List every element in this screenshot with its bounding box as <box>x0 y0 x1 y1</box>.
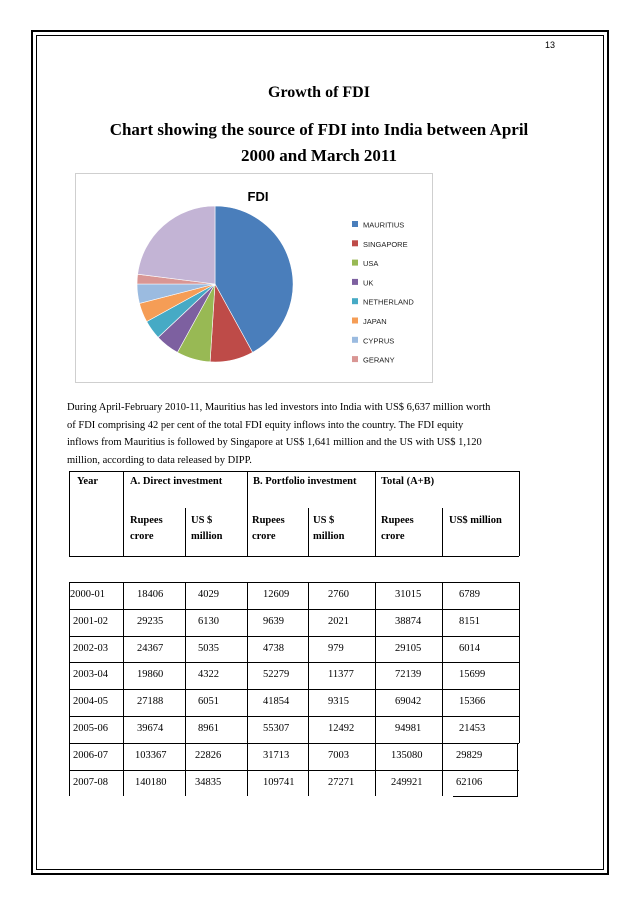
table-rule <box>308 508 309 556</box>
chart-caption-line: 2000 and March 2011 <box>240 146 397 165</box>
table-value-cell: 39674 <box>137 723 164 734</box>
fdi-chart <box>75 173 433 383</box>
paragraph-line: During April-February 2010-11, Mauritius has led investors into India with US$ 6,637 million worth <box>67 402 491 413</box>
table-subheader-cell <box>313 513 345 545</box>
table-value-cell: 69042 <box>395 696 422 707</box>
table-value-cell: 12492 <box>328 723 355 734</box>
table-year-cell: 2001-02 <box>73 616 108 627</box>
legend-swatch <box>352 279 358 285</box>
table-value-cell: 249921 <box>391 777 423 788</box>
subheader-line: crore <box>130 531 154 542</box>
table-subheader-cell <box>130 513 163 545</box>
table-value-cell: 7003 <box>328 750 349 761</box>
subheader-line: crore <box>381 531 405 542</box>
legend-swatch <box>352 337 358 343</box>
table-value-cell: 4029 <box>198 589 219 600</box>
chart-caption <box>0 117 638 169</box>
chart-title: FDI <box>247 189 269 204</box>
table-value-cell: 6014 <box>459 643 480 654</box>
legend-label: SINGAPORE <box>363 239 408 249</box>
table-year-cell: 2006-07 <box>73 750 108 761</box>
table-value-cell: 4738 <box>263 643 284 654</box>
table-subheader-cell <box>252 513 285 545</box>
table-value-cell: 31015 <box>395 589 422 600</box>
subheader-line: crore <box>252 531 276 542</box>
table-rule <box>442 582 443 796</box>
table-value-cell: 29235 <box>137 616 164 627</box>
table-header-cell: A. Direct investment <box>130 476 223 487</box>
legend-swatch <box>352 260 358 266</box>
table-value-cell: 27188 <box>137 696 164 707</box>
subheader-line: US$ million <box>449 515 502 526</box>
legend-swatch <box>352 356 358 362</box>
table-rule <box>519 582 520 743</box>
table-value-cell: 15366 <box>459 696 486 707</box>
table-rule <box>69 770 519 771</box>
table-year-cell: 2007-08 <box>73 777 108 788</box>
table-value-cell: 55307 <box>263 723 290 734</box>
legend-label: CYPRUS <box>363 336 395 346</box>
table-header-cell: Year <box>77 476 98 487</box>
table-value-cell: 4322 <box>198 669 219 680</box>
table-value-cell: 12609 <box>263 589 290 600</box>
subheader-line: US $ <box>191 515 213 526</box>
pie-slice-others <box>138 206 215 284</box>
table-value-cell: 2021 <box>328 616 349 627</box>
table-rule <box>69 471 70 556</box>
table-value-cell: 24367 <box>137 643 164 654</box>
table-rule <box>375 582 376 796</box>
table-value-cell: 72139 <box>395 669 422 680</box>
table-rule <box>69 582 519 583</box>
table-value-cell: 15699 <box>459 669 486 680</box>
table-value-cell: 6130 <box>198 616 219 627</box>
subheader-line: million <box>313 531 345 542</box>
table-year-cell: 2003-04 <box>73 669 108 680</box>
table-value-cell: 135080 <box>391 750 423 761</box>
page-heading: Growth of FDI <box>268 84 370 101</box>
table-rule <box>69 582 70 796</box>
table-value-cell: 29829 <box>456 750 483 761</box>
table-value-cell: 18406 <box>137 589 164 600</box>
table-value-cell: 19860 <box>137 669 164 680</box>
table-value-cell: 5035 <box>198 643 219 654</box>
table-value-cell: 8151 <box>459 616 480 627</box>
table-value-cell: 22826 <box>195 750 222 761</box>
table-value-cell: 21453 <box>459 723 486 734</box>
table-rule <box>442 508 443 556</box>
paragraph-line: inflows from Mauritius is followed by Singapore at US$ 1,641 million and the US with US$ 1,120 <box>67 437 482 448</box>
table-value-cell: 62106 <box>456 777 483 788</box>
table-rule <box>69 689 519 690</box>
table-rule <box>69 716 519 717</box>
paragraph-line: of FDI comprising 42 per cent of the total FDI equity inflows into the country. The FDI equity <box>67 419 464 431</box>
subheader-line: Rupees <box>252 515 285 526</box>
table-value-cell: 8961 <box>198 723 219 734</box>
pie-slices <box>137 206 293 362</box>
table-rule <box>69 471 519 472</box>
legend-swatch <box>352 240 358 246</box>
table-rule <box>123 471 124 556</box>
table-value-cell: 9315 <box>328 696 349 707</box>
table-rule <box>69 662 519 663</box>
table-subheader-cell <box>191 513 223 545</box>
table-value-cell: 6051 <box>198 696 219 707</box>
table-rule <box>69 636 519 637</box>
table-value-cell: 27271 <box>328 777 355 788</box>
chart-caption-line: Chart showing the source of FDI into India between April <box>109 120 529 139</box>
table-value-cell: 31713 <box>263 750 290 761</box>
table-header-cell: B. Portfolio investment <box>253 476 357 487</box>
page-number: 13 <box>545 40 556 50</box>
table-value-cell: 109741 <box>263 777 295 788</box>
table-value-cell: 41854 <box>263 696 290 707</box>
paragraph-line: million, according to data released by DIPP. <box>67 454 252 466</box>
table-rule <box>123 582 124 796</box>
table-subheader-cell <box>381 513 414 545</box>
fdi-paragraph <box>67 399 567 469</box>
subheader-line: Rupees <box>381 515 414 526</box>
table-rule <box>247 471 248 556</box>
table-rule <box>519 471 520 556</box>
legend-label: UK <box>363 278 374 288</box>
chart-legend <box>352 221 414 365</box>
table-rule <box>375 471 376 556</box>
table-rule <box>185 582 186 796</box>
table-subheader-cell <box>449 513 502 529</box>
table-value-cell: 9639 <box>263 616 284 627</box>
legend-label: JAPAN <box>363 317 387 326</box>
legend-swatch <box>352 221 358 227</box>
table-year-cell: 2000-01 <box>70 589 105 600</box>
legend-label: NETHERLAND <box>363 297 414 307</box>
table-rule <box>308 582 309 796</box>
legend-swatch <box>352 318 358 324</box>
table-value-cell: 103367 <box>135 750 167 761</box>
table-value-cell: 2760 <box>328 589 349 600</box>
legend-swatch <box>352 298 358 304</box>
subheader-line: Rupees <box>130 515 163 526</box>
pie-chart-svg <box>76 174 432 382</box>
table-header-cell: Total (A+B) <box>381 476 435 487</box>
legend-label: USA <box>363 259 379 269</box>
table-year-cell: 2002-03 <box>73 643 108 654</box>
table-rule <box>69 609 519 610</box>
subheader-line: US $ <box>313 515 335 526</box>
legend-label: MAURITIUS <box>363 220 405 230</box>
table-value-cell: 6789 <box>459 589 480 600</box>
table-rule <box>185 508 186 556</box>
table-value-cell: 979 <box>328 643 344 654</box>
table-rule <box>247 582 248 796</box>
table-value-cell: 11377 <box>328 669 354 680</box>
table-year-cell: 2005-06 <box>73 723 108 734</box>
table-rule <box>69 556 519 557</box>
table-value-cell: 140180 <box>135 777 167 788</box>
table-value-cell: 52279 <box>263 669 290 680</box>
table-year-cell: 2004-05 <box>73 696 108 707</box>
table-rule <box>453 796 517 797</box>
table-rule <box>69 743 519 744</box>
table-value-cell: 34835 <box>195 777 222 788</box>
table-rule <box>517 743 518 797</box>
table-value-cell: 29105 <box>395 643 422 654</box>
table-value-cell: 38874 <box>395 616 422 627</box>
legend-label: GERANY <box>363 355 395 365</box>
table-value-cell: 94981 <box>395 723 422 734</box>
subheader-line: million <box>191 531 223 542</box>
